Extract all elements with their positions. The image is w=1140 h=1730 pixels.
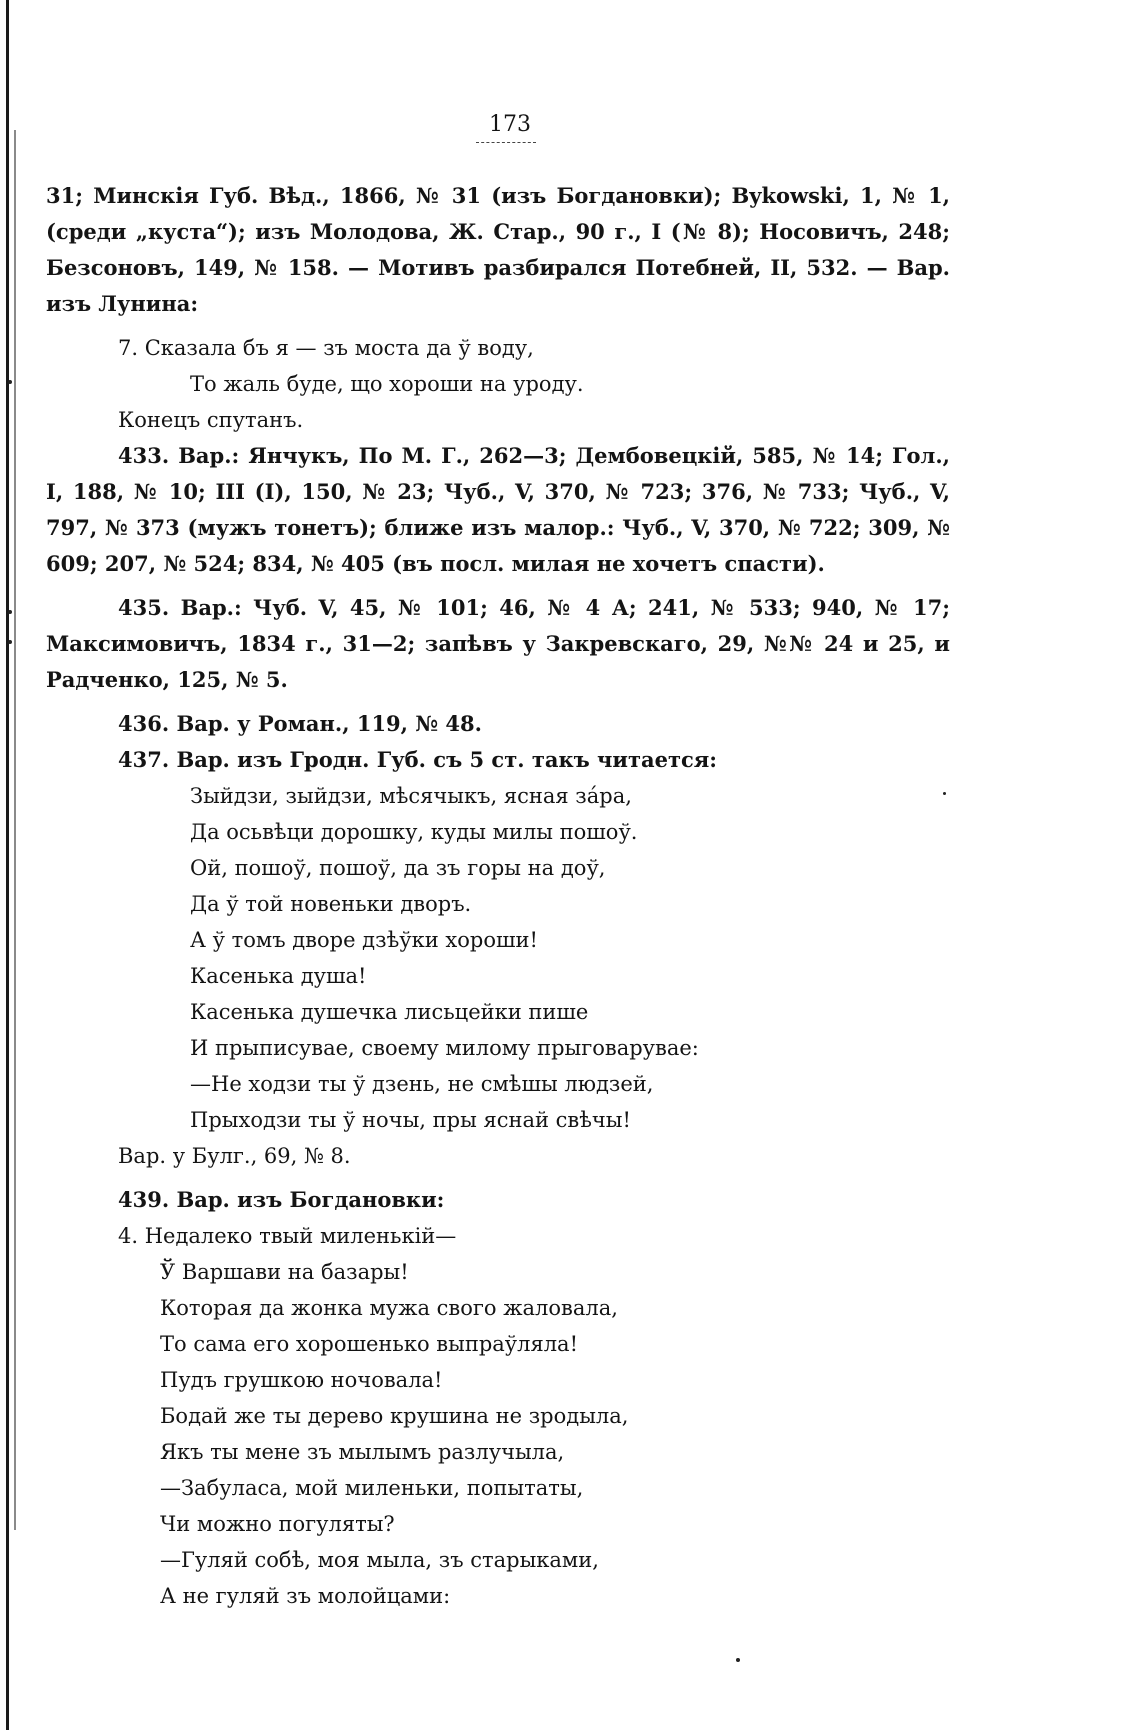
verse-line: 4. Недалеко твый миленькій— — [118, 1224, 457, 1248]
entry-436 — [46, 706, 950, 742]
verse-line: —Гуляй собѣ, моя мыла, зъ старыками, — [160, 1548, 599, 1572]
verse-line: Ў Варшави на базары! — [160, 1260, 409, 1284]
entry-437 — [46, 742, 950, 778]
paragraph-continued: 31; Минскія Губ. Вѣд., 1866, № 31 (изъ Богдановки); Bykowski, 1, № 1, (среди „куста“); изъ Молодова, Ж. Стар., 90 г., I (№ 8); Носовичъ, 248; Безсоновъ, 149, № 158. — Мотивъ разбирался Потебней, II, 532. — Вар. изъ Лунина: — [46, 183, 950, 316]
entry-number: 439. — [118, 1187, 170, 1212]
entry-text: Вар.: Янчукъ, По М. Г., 262—3; Дембовецкій, 585, № 14; Гол., I, 188, № 10; III (I), 150, № 23; Чуб., V, 370, № 723; 376, № 733; Чуб., V, 797, № 373 (мужъ тонетъ); ближе изъ малор.: Чуб., V, 370, № 722; 309, № 609; 207, № 524; 834, № 405 (въ посл. милая не хочетъ спасти). — [46, 443, 950, 576]
entry-text: Вар. изъ Гродн. Губ. съ 5 ст. такъ читается: — [176, 747, 718, 772]
scan-speck — [8, 610, 12, 614]
scan-speck — [8, 640, 12, 644]
page-number-rule — [476, 142, 536, 143]
verse-line: Которая да жонка мужа свого жаловала, — [160, 1296, 618, 1320]
page-content — [46, 178, 950, 1614]
page-number: 173 — [489, 112, 531, 137]
verse-line: А не гуляй зъ молойцами: — [160, 1584, 451, 1608]
verse-line: Касенька душечка лисьцейки пише — [190, 1000, 589, 1024]
entry-number: 437. — [118, 747, 170, 772]
verse-line: Пудъ грушкою ночовала! — [160, 1368, 443, 1392]
verse-line: Зыйдзи, зыйдзи, мѣсячыкъ, ясная за́ра, — [190, 784, 632, 808]
verse-line: Чи можно погуляты? — [160, 1512, 395, 1536]
verse-line: —Не ходзи ты ў дзень, не смѣшы людзей, — [190, 1072, 654, 1096]
verse-line: Касенька душа! — [190, 964, 367, 988]
entry-text: Вар. изъ Богдановки: — [176, 1187, 445, 1212]
scan-edge-shadow — [14, 130, 16, 1530]
entry-433 — [46, 438, 950, 582]
entry-number: 433. — [118, 443, 170, 468]
scan-speck — [8, 380, 12, 384]
verse-line: Бодай же ты дерево крушина не зродыла, — [160, 1404, 629, 1428]
note-line: Конецъ спутанъ. — [118, 408, 304, 432]
verse-line: И прыписувае, своему милому прыговарувае: — [190, 1036, 699, 1060]
scan-edge — [6, 0, 9, 1730]
verse-line: —Забуласа, мой миленьки, попытаты, — [160, 1476, 584, 1500]
variant-reference: Вар. у Булг., 69, № 8. — [118, 1144, 351, 1168]
verse-line: Да ў той новеньки дворъ. — [190, 892, 472, 916]
verse-line: Ой, пошоў, пошоў, да зъ горы на доў, — [190, 856, 606, 880]
entry-439 — [46, 1182, 950, 1218]
verse-line: Да осьвѣци дорошку, куды милы пошоў. — [190, 820, 638, 844]
verse-line: 7. Сказала бъ я — зъ моста да ў воду, — [118, 336, 534, 360]
verse-line: Прыходзи ты ў ночы, пры яснай свѣчы! — [190, 1108, 631, 1132]
verse-line: То сама его хорошенько выпраўляла! — [160, 1332, 579, 1356]
entry-435 — [46, 590, 950, 698]
verse-line: Якъ ты мене зъ мылымъ разлучыла, — [160, 1440, 565, 1464]
entry-text: Вар. у Роман., 119, № 48. — [176, 711, 482, 736]
verse-line: А ў томъ дворе дзѣўки хороши! — [190, 928, 538, 952]
entry-text: Вар.: Чуб. V, 45, № 101; 46, № 4 А; 241, № 533; 940, № 17; Максимовичъ, 1834 г., 31—2; запѣвъ у Закревскаго, 29, №№ 24 и 25, и Радченко, 125, № 5. — [46, 595, 951, 692]
entry-number: 435. — [118, 595, 170, 620]
entry-number: 436. — [118, 711, 170, 736]
verse-line: То жаль буде, що хороши на уроду. — [190, 372, 584, 396]
scan-speck — [736, 1658, 740, 1662]
